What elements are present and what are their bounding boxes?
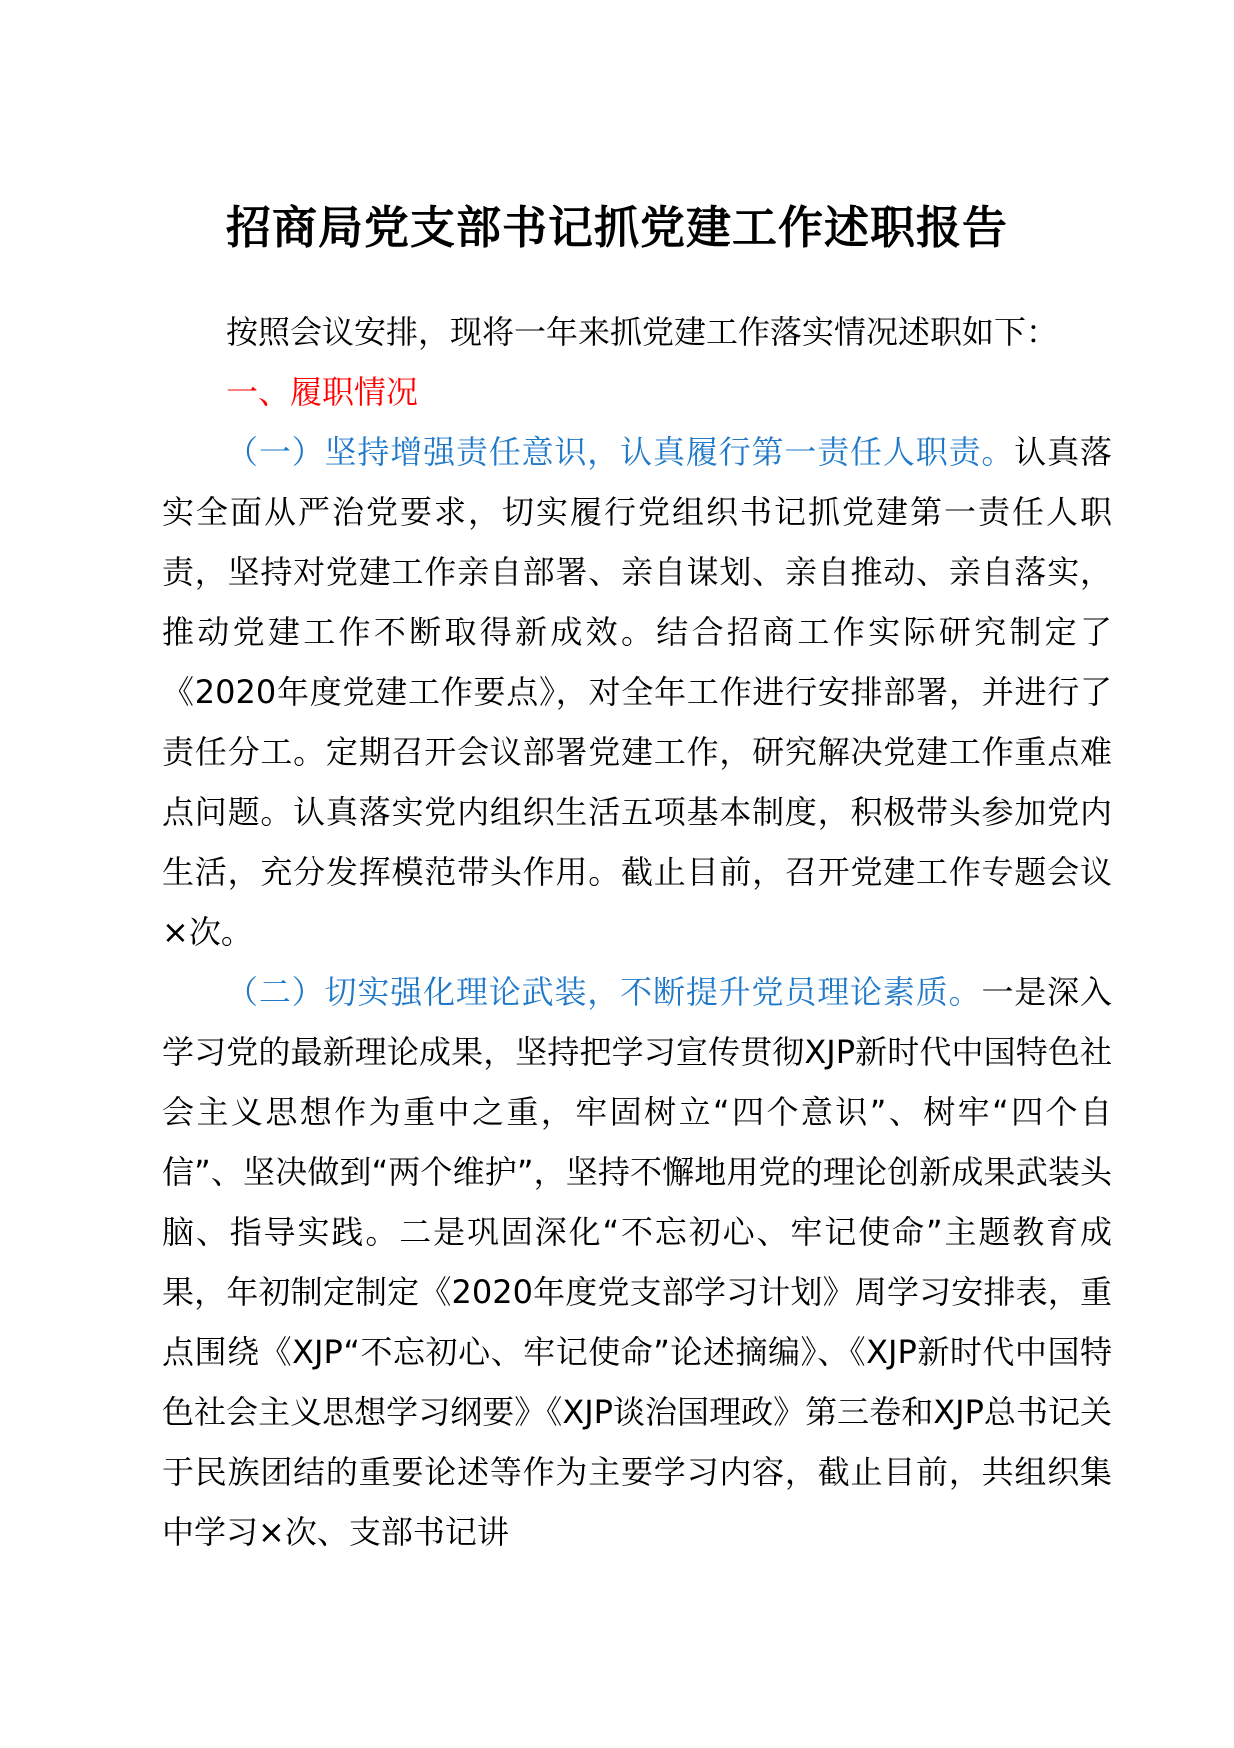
subheading-1: （一）坚持增强责任意识，认真履行第一责任人职责。 xyxy=(226,433,1015,471)
document-body xyxy=(162,302,1112,1562)
paragraph-text-2: 一是深入学习党的最新理论成果，坚持把学习宣传贯彻XJP新时代中国特色社会主义思想作为重中之重，牢固树立“四个意识”、树牢“四个自信”、坚决做到“两个维护”，坚持不懈地用党的理论创新成果武装头脑、指导实践。二是巩固深化“不忘初心、牢记使命”主题教育成果，年初制定制定《2020年度党支部学习计划》周学习安排表，重点围绕《XJP“不忘初心、牢记使命”论述摘编》、《XJP新时代中国特色社会主义思想学习纲要》《XJP谈治国理政》第三卷和XJP总书记关于民族团结的重要论述等作为主要学习内容，截止目前，共组织集中学习×次、支部书记讲 xyxy=(162,973,1112,1551)
subheading-2: （二）切实强化理论武装，不断提升党员理论素质。 xyxy=(226,973,982,1011)
intro-paragraph: 按照会议安排，现将一年来抓党建工作落实情况述职如下： xyxy=(226,313,1059,351)
section-heading: 一、履职情况 xyxy=(226,373,419,411)
paragraph-text-1: 认真落实全面从严治党要求，切实履行党组织书记抓党建第一责任人职责，坚持对党建工作亲自部署、亲自谋划、亲自推动、亲自落实，推动党建工作不断取得新成效。结合招商工作实际研究制定了《2020年度党建工作要点》，对全年工作进行安排部署，并进行了责任分工。定期召开会议部署党建工作，研究解决党建工作重点难点问题。认真落实党内组织生活五项基本制度，积极带头参加党内生活，充分发挥模范带头作用。截止目前，召开党建工作专题会议×次。 xyxy=(162,433,1112,951)
paragraph-item-1 xyxy=(162,422,1112,962)
document-title: 招商局党支部书记抓党建工作述职报告 xyxy=(225,201,1008,254)
paragraph-item-2 xyxy=(162,962,1112,1562)
